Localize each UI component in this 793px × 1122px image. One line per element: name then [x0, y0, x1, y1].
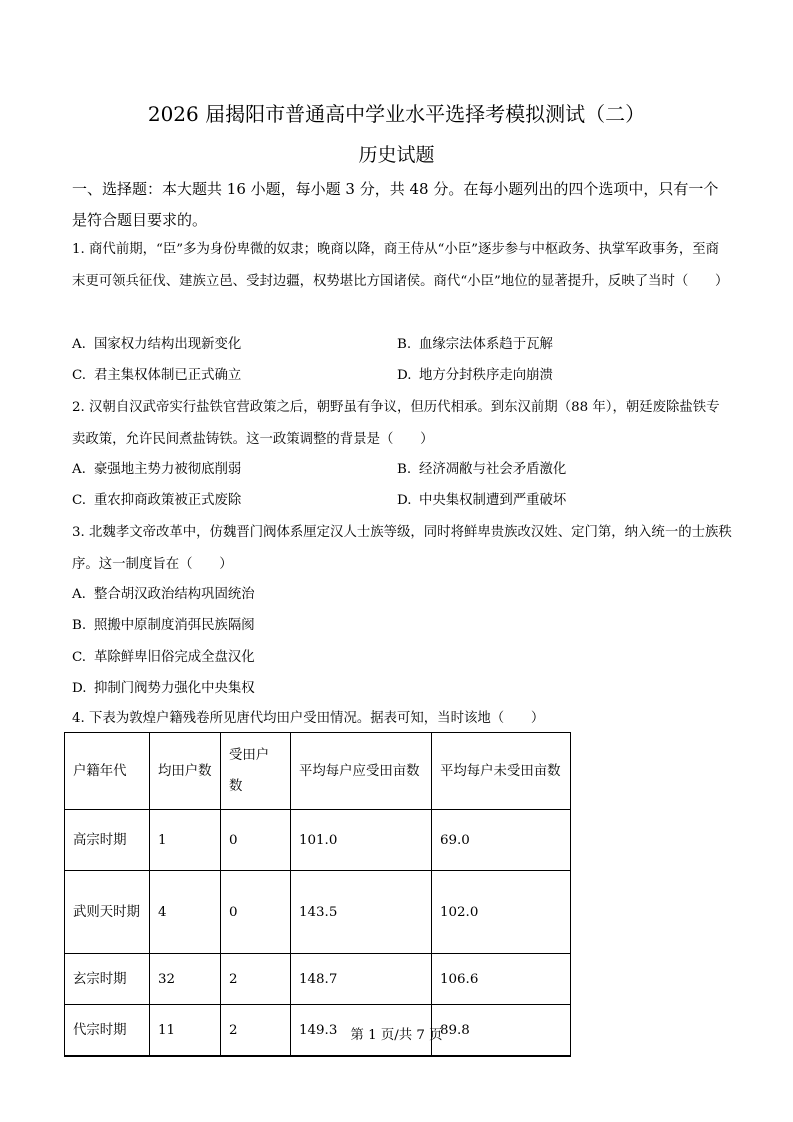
table-header-cell: 受田户数 — [221, 733, 291, 810]
table-cell: 143.5 — [291, 871, 432, 954]
option-text: 地方分封秩序走向崩溃 — [419, 368, 553, 383]
option-label: C. — [72, 368, 87, 383]
option-label: B. — [72, 618, 87, 633]
option-text: 照搬中原制度消弭民族隔阂 — [94, 618, 255, 633]
table-cell: 102.0 — [432, 871, 571, 954]
question-2-option-b[interactable] — [397, 460, 566, 480]
exam-title: 2026 届揭阳市普通高中学业水平选择考模拟测试（二） — [147, 102, 646, 126]
table-cell: 32 — [150, 954, 221, 1005]
option-text: 革除鲜卑旧俗完成全盘汉化 — [94, 650, 255, 665]
subject-title: 历史试题 — [358, 144, 435, 166]
question-2-option-a[interactable] — [72, 460, 241, 480]
table-cell: 69.0 — [432, 810, 571, 871]
question-1-option-d[interactable] — [397, 366, 553, 386]
option-label: D. — [397, 368, 412, 383]
page-number: 第 1 页/共 7 页 — [350, 1028, 443, 1043]
table-cell: 4 — [150, 871, 221, 954]
question-1-option-a[interactable] — [72, 335, 241, 355]
question-3-option-d[interactable] — [72, 679, 255, 699]
option-text: 国家权力结构出现新变化 — [94, 337, 242, 352]
option-label: B. — [397, 462, 412, 477]
table-cell: 2 — [221, 954, 291, 1005]
question-2-stem: 2. 汉朝自汉武帝实行盐铁官营政策之后，朝野虽有争议，但历代相承。到东汉前期（88 年），朝廷废除盐铁专卖政策，允许民间煮盐铸铁。这一政策调整的背景是（ ） — [72, 400, 720, 447]
land-allocation-table — [64, 732, 571, 1057]
table-cell: 代宗时期 — [65, 1005, 150, 1057]
table-row — [65, 810, 571, 871]
option-text: 中央集权制遭到严重破坏 — [419, 493, 567, 508]
option-label: A. — [72, 337, 86, 352]
question-1-option-b[interactable] — [397, 335, 553, 355]
question-3-stem: 3. 北魏孝文帝改革中，仿魏晋门阀体系厘定汉人士族等级，同时将鲜卑贵族改汉姓、定门第，纳入统一的士族秩序。这一制度旨在（ ） — [72, 525, 732, 572]
option-label: A. — [72, 462, 86, 477]
option-text: 豪强地主势力被彻底削弱 — [94, 462, 242, 477]
option-label: D. — [397, 493, 412, 508]
section-instructions: 一、选择题：本大题共 16 小题，每小题 3 分，共 48 分。在每小题列出的四个选项中，只有一个是符合题目要求的。 — [72, 180, 719, 229]
question-1-stem: 1. 商代前期，“臣”多为身份卑微的奴隶；晚商以降，商王侍从“小臣”逐步参与中枢政务、执掌军政事务，至商末更可领兵征伐、建族立邑、受封边疆，权势堪比方国诸侯。商代“小臣”地位的显著提升，反映了当时（ ） — [72, 242, 729, 289]
option-text: 血缘宗法体系趋于瓦解 — [419, 337, 553, 352]
table-header-cell: 均田户数 — [150, 733, 221, 810]
option-label: B. — [397, 337, 412, 352]
option-label: C. — [72, 493, 87, 508]
question-2-option-d[interactable] — [397, 491, 566, 511]
option-text: 经济凋敝与社会矛盾激化 — [419, 462, 567, 477]
option-label: A. — [72, 587, 86, 602]
option-text: 君主集权体制已正式确立 — [94, 368, 242, 383]
question-3-option-c[interactable] — [72, 648, 255, 668]
table-header-row — [65, 733, 571, 810]
table-cell: 89.8 — [432, 1005, 571, 1057]
question-3-option-b[interactable] — [72, 616, 255, 636]
question-1-option-c[interactable] — [72, 366, 241, 386]
table-cell: 高宗时期 — [65, 810, 150, 871]
table-cell: 1 — [150, 810, 221, 871]
table-header-cell: 平均每户未受田亩数 — [432, 733, 571, 810]
table-header-cell: 平均每户应受田亩数 — [291, 733, 432, 810]
option-text: 重农抑商政策被正式废除 — [94, 493, 242, 508]
question-2-option-c[interactable] — [72, 491, 241, 511]
table-cell: 11 — [150, 1005, 221, 1057]
option-label: C. — [72, 650, 87, 665]
option-text: 整合胡汉政治结构巩固统治 — [94, 587, 255, 602]
table-header-cell: 户籍年代 — [65, 733, 150, 810]
question-4-stem: 4. 下表为敦煌户籍残卷所见唐代均田户受田情况。据表可知，当时该地（ ） — [72, 711, 545, 726]
table-cell: 武则天时期 — [65, 871, 150, 954]
question-3-option-a[interactable] — [72, 585, 255, 605]
option-label: D. — [72, 681, 87, 696]
table-cell: 0 — [221, 871, 291, 954]
table-cell: 149.3 — [291, 1005, 432, 1057]
table-cell: 2 — [221, 1005, 291, 1057]
table-cell: 148.7 — [291, 954, 432, 1005]
table-cell: 106.6 — [432, 954, 571, 1005]
table-row — [65, 871, 571, 954]
option-text: 抑制门阀势力强化中央集权 — [94, 681, 255, 696]
table-cell: 101.0 — [291, 810, 432, 871]
table-cell: 0 — [221, 810, 291, 871]
table-row — [65, 954, 571, 1005]
table-cell: 玄宗时期 — [65, 954, 150, 1005]
